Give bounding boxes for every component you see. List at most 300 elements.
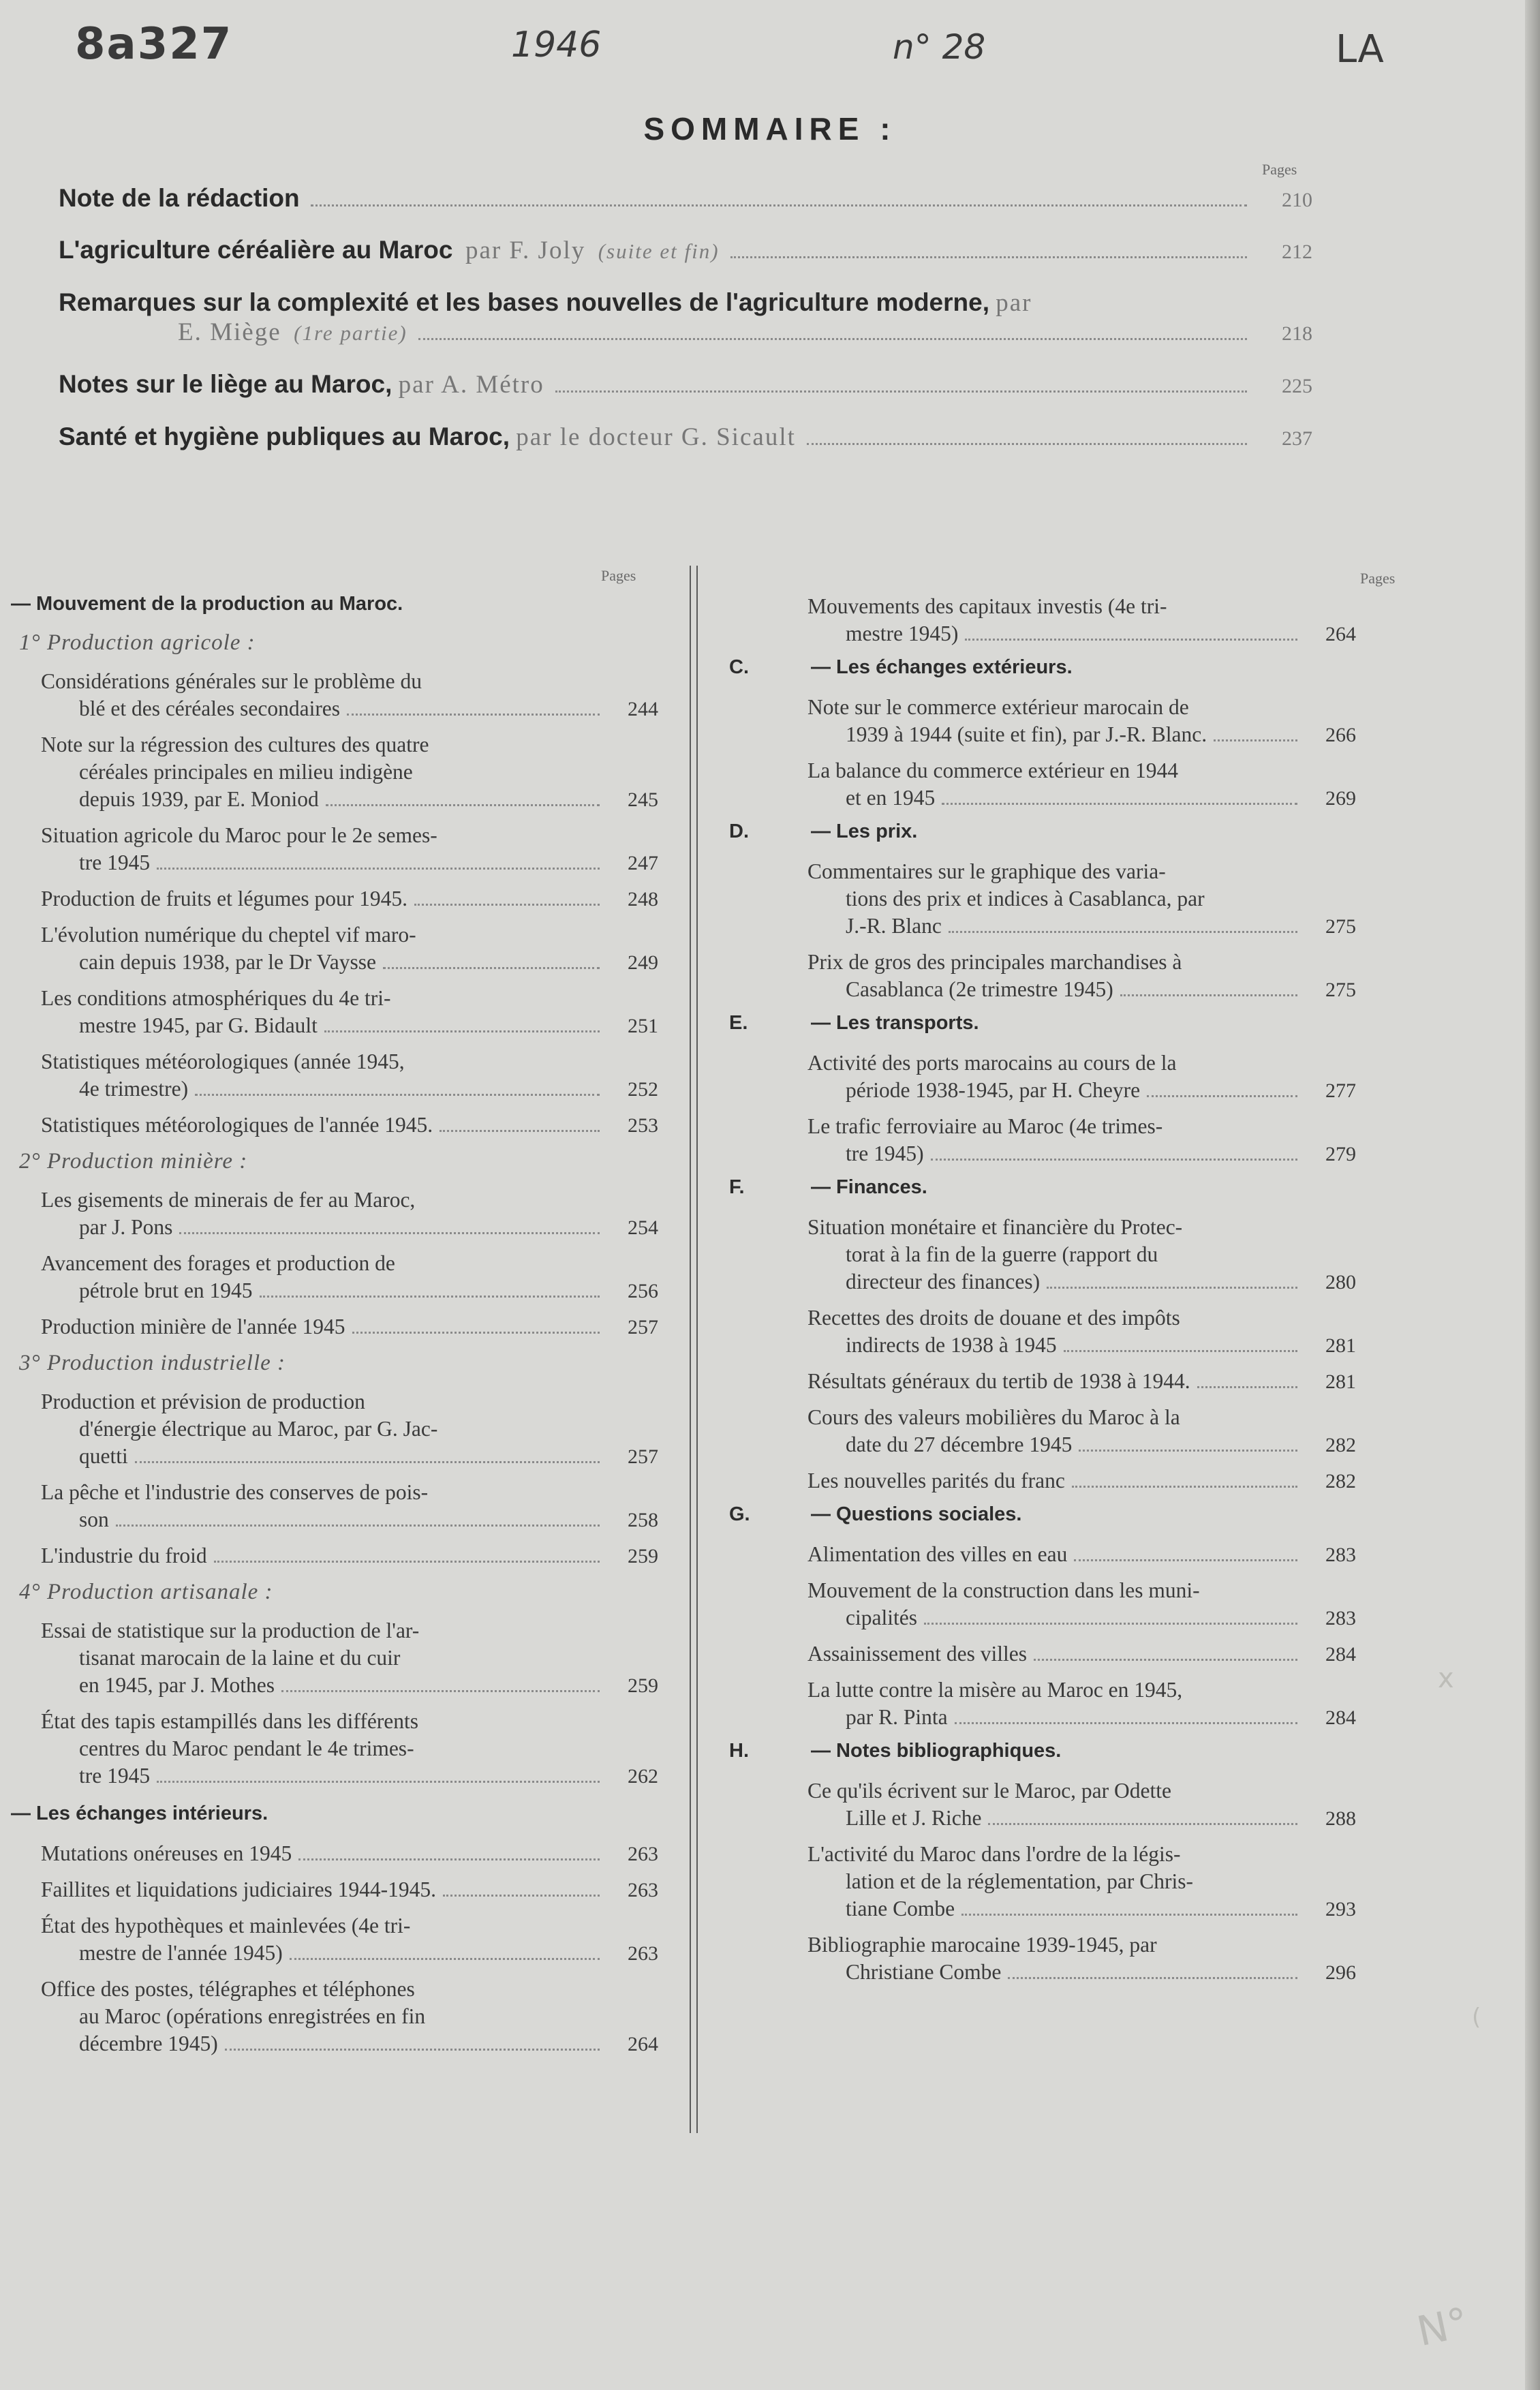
entry-page: 277 [1325, 1079, 1356, 1102]
entry-page: 247 [628, 852, 658, 874]
entry-last-line [807, 1368, 1356, 1396]
leader-dots [418, 338, 1247, 340]
entry-page: 244 [628, 698, 658, 720]
entry-line: Avancement des forages et production de [41, 1251, 395, 1275]
entry-line: État des hypothèques et mainlevées (4e tri- [41, 1914, 411, 1937]
section-letter: G. [729, 1503, 750, 1525]
article-author-cont: E. Miège [178, 318, 281, 346]
page-edge-shadow [1525, 0, 1540, 2390]
leader-dots [195, 1094, 600, 1096]
entry-line: centres du Maroc pendant le 4e trimes- [79, 1736, 414, 1760]
leader-dots [988, 1823, 1297, 1825]
leader-dots [965, 639, 1297, 641]
toc-entry[interactable] [729, 1050, 1356, 1105]
entry-line: Ce qu'ils écrivent sur le Maroc, par Odette [807, 1779, 1171, 1803]
entry-text: J.-R. Blanc [846, 914, 942, 938]
entry-last-line [807, 1541, 1356, 1569]
entry-text: tre 1945) [846, 1142, 924, 1165]
entry-line: Considérations générales sur le problème du [41, 669, 422, 693]
leader-dots [807, 443, 1247, 445]
section-title: — Les transports. [811, 1012, 979, 1034]
entry-page: 258 [628, 1509, 658, 1531]
section-title: — Notes bibliographiques. [811, 1740, 1062, 1762]
leader-dots [311, 204, 1247, 206]
entry-line: État des tapis estampillés dans les différents [41, 1709, 419, 1733]
entry-last-line [41, 885, 658, 913]
article-title: Notes sur le liège au Maroc, [59, 370, 392, 398]
entry-page: 263 [628, 1879, 658, 1901]
entry-last-line [807, 1077, 1356, 1105]
article-note: (suite et fin) [598, 239, 720, 263]
section-entries [729, 694, 1356, 812]
main-article[interactable] [59, 370, 1312, 399]
entry-text: 4e trimestre) [79, 1077, 189, 1101]
entry-line: Cours des valeurs mobilières du Maroc à la [807, 1405, 1180, 1429]
handwritten-volume: LA [1336, 27, 1384, 72]
toc-entry[interactable] [729, 1404, 1356, 1459]
entry-page: 257 [628, 1445, 658, 1468]
entry-line: au Maroc (opérations enregistrées en fin [79, 2004, 426, 2028]
leader-dots [730, 256, 1247, 258]
entries-artisanale [11, 1617, 658, 1790]
entry-last-line [41, 1012, 658, 1040]
entry-last-line [41, 1672, 658, 1700]
article-page: 218 [1282, 322, 1312, 345]
entry-text: Mutations onéreuses en 1945 [41, 1841, 292, 1865]
entry-page: 264 [628, 2033, 658, 2055]
entry-text: Production minière de l'année 1945 [41, 1315, 345, 1338]
entry-page: 282 [1325, 1470, 1356, 1492]
entry-last-line [41, 2030, 658, 2058]
entry-line: lation et de la réglementation, par Chris- [846, 1869, 1193, 1893]
toc-entry[interactable] [729, 1467, 1356, 1495]
toc-entry[interactable] [729, 1214, 1356, 1296]
leader-dots [440, 1130, 600, 1132]
leader-dots [1214, 739, 1297, 741]
leader-dots [1064, 1350, 1297, 1352]
leader-dots [1079, 1450, 1297, 1452]
entry-line: Commentaires sur le graphique des varia- [807, 859, 1166, 883]
column-divider [690, 566, 691, 2133]
section-letter: E. [729, 1012, 748, 1034]
entries-echanges-interieurs [11, 1840, 658, 2058]
entry-text: et en 1945 [846, 786, 936, 810]
toc-entry[interactable] [11, 1876, 658, 1904]
entry-line: tions des prix et indices à Casablanca, par [846, 887, 1205, 910]
entry-page: 259 [628, 1545, 658, 1567]
section-heading [729, 1012, 1356, 1035]
section-title: — Finances. [811, 1176, 927, 1198]
section-entries [729, 1541, 1356, 1732]
entry-page: 248 [628, 888, 658, 910]
entry-line: d'énergie électrique au Maroc, par G. Jac- [79, 1417, 438, 1441]
leader-dots [931, 1159, 1297, 1161]
entry-line: tisanat marocain de la laine et du cuir [79, 1646, 401, 1670]
entry-text: son [79, 1507, 109, 1531]
toc-entry[interactable] [729, 858, 1356, 940]
entry-text: mestre de l'année 1945) [79, 1941, 283, 1965]
section-heading-b: — Les échanges intérieurs. [11, 1803, 268, 1824]
section-heading [729, 1740, 1356, 1762]
leader-dots [225, 2049, 600, 2051]
leader-dots [383, 967, 600, 969]
entry-last-line [41, 1075, 658, 1103]
entry-last-line [41, 1940, 658, 1967]
entry-text: quetti [79, 1444, 128, 1468]
entry-line: La pêche et l'industrie des conserves de pois- [41, 1480, 429, 1504]
entry-line: céréales principales en milieu indigène [79, 760, 413, 784]
toc-entry[interactable] [11, 731, 658, 814]
entry-page: 251 [628, 1015, 658, 1037]
toc-entry[interactable] [11, 921, 658, 977]
entries-agricole [11, 668, 658, 1139]
section-entries [729, 858, 1356, 1004]
toc-entry[interactable] [729, 1931, 1356, 1987]
handwritten-ref-code: 8a327 [75, 19, 233, 70]
pages-column-label-right: Pages [1360, 570, 1396, 587]
entry-last-line [41, 1313, 658, 1341]
entry-last-line [41, 1876, 658, 1904]
entry-text: par R. Pinta [846, 1705, 948, 1729]
entry-last-line [41, 949, 658, 977]
entry-text: mestre 1945, par G. Bidault [79, 1013, 318, 1037]
pages-column-label-left: Pages [601, 567, 636, 584]
leader-dots [555, 390, 1247, 393]
entry-page: 284 [1325, 1643, 1356, 1666]
entry-line: Essai de statistique sur la production de l'ar- [41, 1619, 420, 1642]
toc-entry[interactable] [729, 1577, 1356, 1632]
leader-dots [290, 1958, 600, 1960]
section-heading [729, 1503, 1356, 1526]
entry-line: La balance du commerce extérieur en 1944 [807, 759, 1178, 782]
entry-last-line [41, 1214, 658, 1242]
entry-text: L'industrie du froid [41, 1544, 207, 1567]
entry-line: L'évolution numérique du cheptel vif maro- [41, 923, 416, 947]
subsection-industrielle: 3° Production industrielle : [19, 1351, 286, 1375]
subsection-agricole: 1° Production agricole : [19, 630, 256, 655]
entry-text: cipalités [846, 1606, 917, 1629]
entry-page: 293 [1325, 1898, 1356, 1920]
subsection-artisanale: 4° Production artisanale : [19, 1580, 273, 1604]
pages-column-label: Pages [1262, 161, 1297, 178]
entry-line: torat à la fin de la guerre (rapport du [846, 1242, 1158, 1266]
leader-dots [326, 804, 600, 806]
entry-page: 254 [628, 1216, 658, 1239]
leader-dots [949, 931, 1297, 933]
toc-entry[interactable] [729, 1640, 1356, 1668]
entry-line: Bibliographie marocaine 1939-1945, par [807, 1933, 1157, 1957]
entry-page: 281 [1325, 1370, 1356, 1393]
entry-page: 264 [1325, 623, 1356, 645]
article-author: par F. Joly [465, 236, 586, 264]
entry-page: 263 [628, 1843, 658, 1865]
entry-last-line [807, 1140, 1356, 1168]
handwritten-corner-note: N° [1413, 2298, 1473, 2357]
entry-text: Alimentation des villes en eau [807, 1542, 1068, 1566]
entry-line: Office des postes, télégraphes et téléphones [41, 1977, 415, 2001]
entry-last-line [807, 1959, 1356, 1987]
toc-entry[interactable] [729, 1676, 1356, 1732]
leader-dots [414, 904, 600, 906]
entry-line: Prix de gros des principales marchandises à [807, 950, 1182, 974]
entry-last-line [807, 1895, 1356, 1923]
leader-dots [1074, 1559, 1297, 1561]
entry-page: 275 [1325, 915, 1356, 938]
entry-text: période 1938-1945, par H. Cheyre [846, 1078, 1141, 1102]
entry-last-line [807, 976, 1356, 1004]
main-articles-list [59, 184, 1312, 475]
toc-entry[interactable] [11, 822, 658, 877]
entry-text: Lille et J. Riche [846, 1806, 982, 1830]
entry-line: Situation agricole du Maroc pour le 2e semes- [41, 823, 437, 847]
article-author: par [996, 289, 1032, 317]
entry-page: 280 [1325, 1271, 1356, 1293]
toc-entry[interactable] [729, 593, 1356, 648]
entry-text: Christiane Combe [846, 1960, 1002, 1984]
entries-industrielle [11, 1388, 658, 1570]
leader-dots [1072, 1486, 1297, 1488]
article-title: Santé et hygiène publiques au Maroc, [59, 423, 510, 450]
article-note: (1re partie) [294, 321, 407, 345]
leader-dots [1197, 1386, 1297, 1388]
entries-capitaux [729, 593, 1356, 648]
entry-last-line [807, 1268, 1356, 1296]
toc-entry[interactable] [729, 1777, 1356, 1833]
section-title: — Les prix. [811, 821, 918, 842]
entry-last-line [41, 1506, 658, 1534]
right-sections [729, 656, 1356, 1987]
article-title: Remarques sur la complexité et les bases nouvelles de l'agriculture moderne, [59, 288, 989, 316]
main-article[interactable] [59, 184, 1312, 213]
entry-line: Note sur le commerce extérieur marocain de [807, 695, 1189, 719]
pencil-mark-icon: x [1438, 1663, 1454, 1694]
entry-page: 257 [628, 1316, 658, 1338]
entry-page: 283 [1325, 1607, 1356, 1629]
handwritten-year: 1946 [511, 25, 602, 65]
section-letter: H. [729, 1740, 749, 1762]
section-heading-a: — Mouvement de la production au Maroc. [11, 593, 403, 615]
entry-page: 281 [1325, 1334, 1356, 1357]
entry-text: tre 1945 [79, 1764, 151, 1788]
entry-last-line [41, 849, 658, 877]
article-page: 237 [1282, 427, 1312, 450]
main-article[interactable] [59, 423, 1312, 452]
section-heading [729, 1176, 1356, 1199]
entries-miniere [11, 1186, 658, 1341]
entry-last-line [41, 786, 658, 814]
entry-page: 279 [1325, 1143, 1356, 1165]
toc-entry[interactable] [11, 1976, 658, 2058]
entry-last-line [807, 1332, 1356, 1360]
entry-text: décembre 1945) [79, 2032, 218, 2055]
leader-dots [135, 1461, 600, 1463]
section-letter: D. [729, 821, 749, 842]
leader-dots [961, 1914, 1297, 1916]
entry-page: 283 [1325, 1544, 1356, 1566]
entry-line: Les gisements de minerais de fer au Maroc, [41, 1188, 416, 1212]
left-column [11, 593, 658, 2066]
entry-text: Statistiques météorologiques de l'année 1945. [41, 1113, 433, 1137]
entry-text: depuis 1939, par E. Moniod [79, 787, 319, 811]
entry-page: 266 [1325, 724, 1356, 746]
leader-dots [347, 714, 600, 716]
toc-entry[interactable] [729, 694, 1356, 749]
toc-entry[interactable] [729, 1113, 1356, 1168]
entry-line: Note sur la régression des cultures des quatre [41, 733, 429, 756]
toc-entry[interactable] [729, 949, 1356, 1004]
leader-dots [924, 1623, 1297, 1625]
toc-entry[interactable] [729, 1541, 1356, 1569]
entry-text: par J. Pons [79, 1215, 173, 1239]
article-page: 210 [1282, 189, 1312, 211]
leader-dots [281, 1690, 600, 1692]
entry-last-line [807, 913, 1356, 940]
entry-text: indirects de 1938 à 1945 [846, 1333, 1057, 1357]
section-heading [729, 821, 1356, 843]
entry-page: 288 [1325, 1807, 1356, 1830]
entry-line: Activité des ports marocains au cours de la [807, 1051, 1177, 1075]
entry-page: 245 [628, 788, 658, 811]
entry-text: 1939 à 1944 (suite et fin), par J.-R. Blanc. [846, 722, 1207, 746]
toc-entry[interactable] [729, 1304, 1356, 1360]
entry-last-line [807, 620, 1356, 648]
entry-page: 282 [1325, 1434, 1356, 1456]
toc-entry[interactable] [11, 1912, 658, 1967]
entry-last-line [41, 1443, 658, 1471]
main-article[interactable] [59, 288, 1312, 347]
entry-page: 259 [628, 1674, 658, 1697]
entry-line: Le trafic ferroviaire au Maroc (4e trimes- [807, 1114, 1163, 1138]
toc-entry[interactable] [729, 757, 1356, 812]
leader-dots [260, 1296, 600, 1298]
toc-entry[interactable] [729, 1368, 1356, 1396]
section-heading [729, 656, 1356, 679]
entry-line: Statistiques météorologiques (année 1945, [41, 1050, 405, 1073]
entry-last-line [807, 1431, 1356, 1459]
page-title: SOMMAIRE : [643, 111, 897, 147]
entry-page: 269 [1325, 787, 1356, 810]
leader-dots [955, 1722, 1297, 1724]
toc-entry[interactable] [11, 1617, 658, 1700]
leader-dots [1034, 1659, 1297, 1661]
entry-text: Assainissement des villes [807, 1642, 1027, 1666]
leader-dots [157, 1781, 600, 1783]
leader-dots [179, 1232, 600, 1234]
toc-entry[interactable] [11, 1112, 658, 1139]
right-column [729, 593, 1356, 1995]
section-entries [729, 1777, 1356, 1987]
entry-text: pétrole brut en 1945 [79, 1278, 253, 1302]
handwritten-issue: n° 28 [893, 27, 986, 67]
entry-page: 249 [628, 951, 658, 974]
leader-dots [1047, 1287, 1297, 1289]
entry-text: Les nouvelles parités du franc [807, 1469, 1065, 1492]
entry-page: 256 [628, 1280, 658, 1302]
entry-page: 275 [1325, 979, 1356, 1001]
entry-last-line [807, 1704, 1356, 1732]
leader-dots [1147, 1095, 1297, 1097]
entry-text: date du 27 décembre 1945 [846, 1433, 1073, 1456]
article-author: par A. Métro [398, 371, 544, 399]
toc-entry[interactable] [11, 1048, 658, 1103]
entry-last-line [41, 695, 658, 723]
entry-line: L'activité du Maroc dans l'ordre de la légis- [807, 1842, 1181, 1866]
entry-last-line [41, 1277, 658, 1305]
main-article[interactable] [59, 236, 1312, 265]
leader-dots [1120, 994, 1297, 996]
entry-text: directeur des finances) [846, 1270, 1041, 1293]
leader-dots [443, 1895, 600, 1897]
section-letter: C. [729, 656, 749, 678]
entry-text: mestre 1945) [846, 622, 959, 645]
toc-entry[interactable] [11, 1479, 658, 1534]
toc-entry[interactable] [11, 1542, 658, 1570]
entry-last-line [807, 1640, 1356, 1668]
leader-dots [352, 1332, 600, 1334]
entry-last-line [807, 1604, 1356, 1632]
entry-line: Recettes des droits de douane et des impôts [807, 1306, 1180, 1330]
entry-text: Faillites et liquidations judiciaires 1944-1945. [41, 1878, 437, 1901]
entry-text: cain depuis 1938, par le Dr Vaysse [79, 950, 376, 974]
entry-page: 252 [628, 1078, 658, 1101]
entry-line: Situation monétaire et financière du Protec- [807, 1215, 1183, 1239]
leader-dots [298, 1858, 600, 1860]
entry-text: Résultats généraux du tertib de 1938 à 1944. [807, 1369, 1190, 1393]
toc-entry[interactable] [11, 985, 658, 1040]
entry-line: La lutte contre la misère au Maroc en 1945, [807, 1678, 1183, 1702]
section-entries [729, 1214, 1356, 1495]
article-title: L'agriculture céréalière au Maroc [59, 236, 453, 264]
entry-text: Production de fruits et légumes pour 1945. [41, 887, 408, 910]
entry-text: blé et des céréales secondaires [79, 696, 341, 720]
toc-entry[interactable] [11, 1708, 658, 1790]
leader-dots [1008, 1977, 1297, 1979]
entry-text: Casablanca (2e trimestre 1945) [846, 977, 1113, 1001]
entry-text: tre 1945 [79, 851, 151, 874]
entry-line: Mouvement de la construction dans les muni- [807, 1578, 1200, 1602]
entry-line: Les conditions atmosphériques du 4e tri- [41, 986, 391, 1010]
entry-last-line [41, 1762, 658, 1790]
toc-entry[interactable] [729, 1841, 1356, 1923]
toc-entry[interactable] [11, 668, 658, 723]
leader-dots [324, 1030, 600, 1032]
section-title: — Questions sociales. [811, 1503, 1022, 1525]
entry-last-line [807, 1805, 1356, 1833]
entry-page: 263 [628, 1942, 658, 1965]
leader-dots [116, 1525, 600, 1527]
section-letter: F. [729, 1176, 745, 1198]
toc-entry[interactable] [11, 885, 658, 913]
subsection-miniere: 2° Production minière : [19, 1149, 248, 1174]
entry-last-line [807, 721, 1356, 749]
entry-last-line [41, 1112, 658, 1139]
entry-last-line [41, 1840, 658, 1868]
article-author: par le docteur G. Sicault [516, 423, 796, 451]
toc-entry[interactable] [11, 1313, 658, 1341]
toc-entry[interactable] [11, 1250, 658, 1305]
toc-entry[interactable] [11, 1840, 658, 1868]
entry-last-line [807, 1467, 1356, 1495]
toc-entry[interactable] [11, 1388, 658, 1471]
toc-entry[interactable] [11, 1186, 658, 1242]
leader-dots [942, 803, 1297, 805]
entry-line: Mouvements des capitaux investis (4e tri- [807, 594, 1167, 618]
pencil-mark-icon: ( [1472, 2004, 1481, 2031]
entry-line: Production et prévision de production [41, 1390, 365, 1413]
section-title: — Les échanges extérieurs. [811, 656, 1073, 678]
entry-page: 262 [628, 1765, 658, 1788]
leader-dots [157, 868, 600, 870]
